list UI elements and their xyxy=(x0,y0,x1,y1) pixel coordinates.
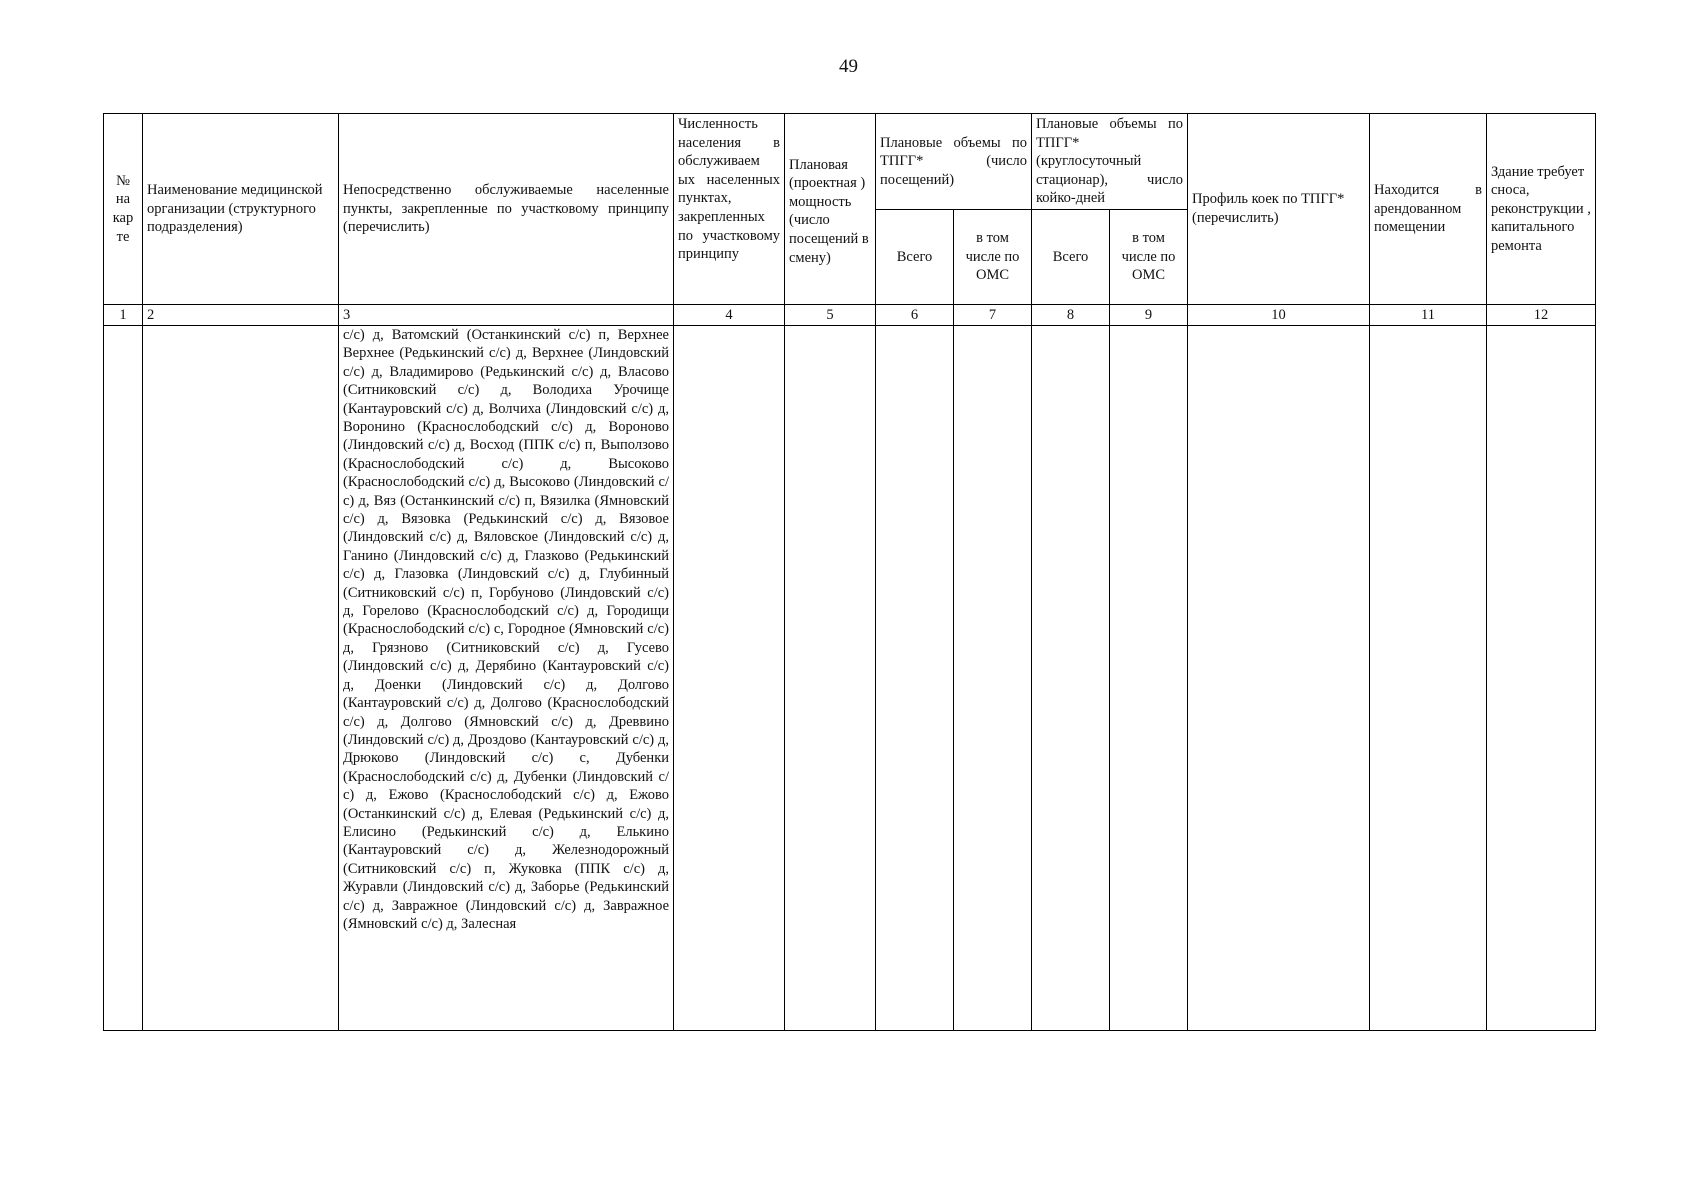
cell-population xyxy=(674,325,785,1030)
cell-map-number xyxy=(104,325,143,1030)
header-renovation: Здание требует сноса, реконструкции , капитального ремонта xyxy=(1487,114,1596,305)
column-number: 2 xyxy=(143,304,339,325)
cell-bed-profile xyxy=(1188,325,1370,1030)
column-number: 4 xyxy=(674,304,785,325)
header-beds-oms: в том числе по ОМС xyxy=(1110,209,1188,304)
column-number: 6 xyxy=(876,304,954,325)
column-number-row xyxy=(104,304,1596,325)
facilities-table xyxy=(103,113,1596,1031)
column-number: 5 xyxy=(785,304,876,325)
header-settlements: Непосредственно обслуживаемые населенные пункты, закрепленные по участковому принципу (перечислить) xyxy=(339,114,674,305)
column-number: 11 xyxy=(1370,304,1487,325)
header-map-number: № на кар те xyxy=(104,114,143,305)
column-number: 3 xyxy=(339,304,674,325)
header-rented: Находится в арендованном помещении xyxy=(1370,114,1487,305)
column-number: 10 xyxy=(1188,304,1370,325)
cell-organization-name xyxy=(143,325,339,1030)
header-bed-profile: Профиль коек по ТПГГ* (перечислить) xyxy=(1188,114,1370,305)
header-beds-total: Всего xyxy=(1032,209,1110,304)
header-visits-group: Плановые объемы по ТПГГ* (число посещений) xyxy=(876,114,1032,210)
cell-visits-total xyxy=(876,325,954,1030)
page-number: 49 xyxy=(839,56,858,77)
column-number: 7 xyxy=(954,304,1032,325)
cell-renovation xyxy=(1487,325,1596,1030)
cell-capacity xyxy=(785,325,876,1030)
table-row xyxy=(104,325,1596,1030)
column-number: 9 xyxy=(1110,304,1188,325)
header-visits-oms: в том числе по ОМС xyxy=(954,209,1032,304)
column-number: 8 xyxy=(1032,304,1110,325)
column-number: 1 xyxy=(104,304,143,325)
header-row-1 xyxy=(104,114,1596,210)
header-organization-name: Наименование медицинской организации (структурного подразделения) xyxy=(143,114,339,305)
header-visits-total: Всего xyxy=(876,209,954,304)
cell-settlements: с/с) д, Ватомский (Останкинский с/с) п, Верхнее Верхнее (Редькинский с/с) д, Верхнее (Линдовский с/с) д, Владимирово (Редькинский с/с) д, Власово (Ситниковский с/с) д, Володиха Урочище (Кантауровский с/с) д, Волчиха (Линдовский с/с) д, Воронино (Краснослободский с/с) д, Вороново (Линдовский с/с) д, Восход (ППК с/с) п, Выползово (Краснослободский с/с) д, Высоково (Краснослободский с/с) д, Высоково (Линдовский с/с) д, Вяз (Останкинский с/с) п, Вязилка (Ямновский с/с) д, Вязовка (Редькинский с/с) д, Вязовое (Линдовский с/с) д, Вяловское (Линдовский с/с) д, Ганино (Линдовский с/с) д, Глазково (Редькинский с/с) д, Глазовка (Линдовский с/с) д, Глубинный (Ситниковский с/с) п, Горбуново (Линдовский с/с) д, Горелово (Краснослободский с/с) д, Городищи (Краснослободский с/с) с, Городное (Ямновский с/с) д, Грязново (Ситниковский с/с) д, Гусево (Линдовский с/с) д, Дерябино (Кантауровский с/с) д, Доенки (Линдовский с/с) д, Долгово (Кантауровский с/с) д, Долгово (Краснослободский с/с) д, Долгово (Ямновский с/с) д, Древвино (Линдовский с/с) д, Дроздово (Кантауровский с/с) д, Дрюково (Линдовский с/с) с, Дубенки (Краснослободский с/с) д, Дубенки (Линдовский с/с) д, Ежово (Краснослободский с/с) д, Ежово (Останкинский с/с) д, Елевая (Редькинский с/с) д, Елисино (Редькинский с/с) д, Елькино (Кантауровский с/с) д, Железнодорожный (Ситниковский с/с) п, Жуковка (ППК с/с) д, Журавли (Линдовский с/с) д, Заборье (Редькинский с/с) д, Завражное (Линдовский с/с) д, Завражное (Ямновский с/с) д, Залесная xyxy=(339,325,674,1030)
cell-beds-oms xyxy=(1110,325,1188,1030)
cell-beds-total xyxy=(1032,325,1110,1030)
header-capacity: Плановая (проектная ) мощность (число посещений в смену) xyxy=(785,114,876,305)
cell-rented xyxy=(1370,325,1487,1030)
header-population: Численность населения в обслуживаем ых населенных пунктах, закрепленных по участковому принципу xyxy=(674,114,785,305)
header-beds-group: Плановые объемы по ТПГГ* (круглосуточный стационар), число койко-дней xyxy=(1032,114,1188,210)
column-number: 12 xyxy=(1487,304,1596,325)
cell-visits-oms xyxy=(954,325,1032,1030)
